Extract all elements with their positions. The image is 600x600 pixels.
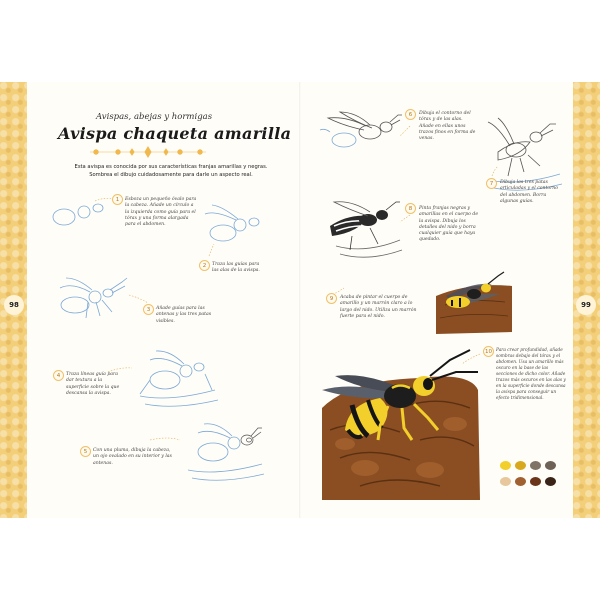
page-category: Avispas, abejas y hormigas xyxy=(96,112,213,122)
step-8-text: Pinta franjas negras y amarillas en el cuerpo de la avispa. Dibuja los detalles del nido y borra cualquier guía que haya quedado. xyxy=(419,206,479,243)
step-6-number: 6 xyxy=(405,109,416,120)
step-9-text: Acaba de pintar el cuerpo de amarillo y un marrón claro a lo largo del nido. Utiliza un marrón fuerte para el nido. xyxy=(340,295,417,319)
color-swatch xyxy=(515,461,526,470)
step-9-number: 9 xyxy=(326,293,337,304)
step-4-text: Traza líneas guía para dar textura a la superficie sobre la que descansa la avispa. xyxy=(66,372,120,396)
step-6-sketch xyxy=(320,112,402,147)
intro-line-2: Sombrea el dibujo cuidadosamente para darle un aspecto real. xyxy=(89,172,253,178)
step-7-text: Dibuja las tres patas articuladas y el contorno del abdomen. Borra algunas guías. xyxy=(500,180,559,204)
page-number-left: 98 xyxy=(4,295,24,315)
color-swatch xyxy=(545,477,556,486)
step-4-number: 4 xyxy=(53,370,64,381)
color-swatch xyxy=(530,477,541,486)
step-5-text: Con una pluma, dibuja la cabeza, un ojo ovalado en su interior y las antenas. xyxy=(93,448,172,466)
step-2-text: Traza las guías para las alas de la avispa. xyxy=(212,262,260,274)
step-9-illustration xyxy=(436,272,512,334)
page-number-right: 99 xyxy=(576,295,596,315)
color-swatch xyxy=(500,477,511,486)
step-5-number: 5 xyxy=(80,446,91,457)
color-swatch xyxy=(530,461,541,470)
step-1-number: 1 xyxy=(112,194,123,205)
step-10-number: 10 xyxy=(483,346,494,357)
step-10-text: Para crear profundidad, añade sombras debajo del tórax y el abdomen. Usa un amarillo más oscuro en la base de las secciones de dicho color. Añade trazos más oscuros en las alas y en la superficie donde descansa la avispa para conseguir un efecto tridimensional. xyxy=(496,348,566,401)
step-2-number: 2 xyxy=(199,260,210,271)
step-6-text: Dibuja el contorno del tórax y de las alas. Añade en ellas unos trazos finos en forma de venas. xyxy=(419,111,476,142)
intro-line-1: Esta avispa es conocida por sus características franjas amarillas y negras. xyxy=(74,164,268,170)
step-3-text: Añade guías para las antenas y las tres patas visibles. xyxy=(156,306,212,324)
page-title: Avispa chaqueta amarilla xyxy=(58,124,292,143)
step-8-sketch xyxy=(330,202,402,257)
color-swatch xyxy=(545,461,556,470)
color-swatch xyxy=(515,477,526,486)
color-swatch xyxy=(500,461,511,470)
step-7-number: 7 xyxy=(486,178,497,189)
step-10-illustration xyxy=(322,350,480,500)
step-8-number: 8 xyxy=(405,203,416,214)
step-3-number: 3 xyxy=(143,304,154,315)
step-1-text: Esboza un pequeño óvalo para la cabeza. Añade un círculo a la izquierda como guía para el tórax y una forma alargada para el abdomen. xyxy=(125,197,197,228)
